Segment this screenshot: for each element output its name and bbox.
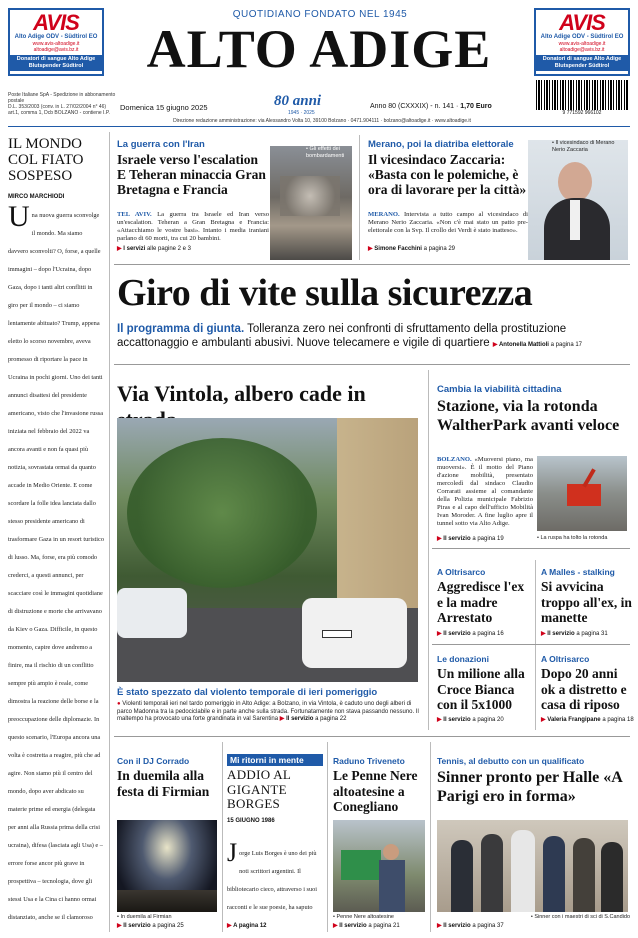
column-divider xyxy=(109,132,110,932)
section-rule xyxy=(114,264,630,265)
avis-line: Alto Adige ODV - Südtirol EO xyxy=(540,34,624,40)
brief-4-ref[interactable]: ▶ Valeria Frangipane a pagina 18 xyxy=(541,717,634,723)
tagline: QUOTIDIANO FONDATO NEL 1945 xyxy=(232,9,408,20)
war-body: La guerra tra Israele ed Iran verso un'escalation. Teheran a Gran Bretagna e Francia: «Attacchiamo le vostre basi». Intanto i media iraniani parlano di 60 morti, tra cui 20 bambini. xyxy=(117,211,270,242)
borges-date: 15 GIUGNO 1986 xyxy=(227,818,275,824)
stazione-ref[interactable]: ▶ Il servizio a pagina 19 xyxy=(437,536,504,542)
brief-ref-page: a pagina 16 xyxy=(472,631,504,637)
brief-ref-label: Valeria Frangipane xyxy=(547,717,601,723)
column-divider xyxy=(428,370,429,730)
avis-ad-left[interactable] xyxy=(8,8,104,76)
sinner-photo[interactable] xyxy=(437,820,628,912)
sinner-ref-label: Il servizio xyxy=(443,923,471,929)
borges-dropcap: J xyxy=(227,842,238,867)
brief-2-headline[interactable]: Si avvicina troppo all'ex, in manette xyxy=(541,579,632,625)
brief-3-section: Le donazioni xyxy=(437,654,489,664)
war-headline[interactable]: Israele verso l'escalation E Teheran minaccia Gran Bretagna e Francia xyxy=(117,152,266,197)
column-divider xyxy=(430,742,431,932)
vintola-photo[interactable] xyxy=(117,418,418,682)
merano-ref[interactable]: ▶ Simone Facchini a pagina 29 xyxy=(368,246,456,252)
war-ref[interactable]: ▶ I servizi alle pagine 2 e 3 xyxy=(117,246,192,252)
lead-ref-label: Antonella Mattioli xyxy=(498,342,549,348)
column-divider xyxy=(327,742,328,932)
firmian-section: Con il DJ Corrado xyxy=(117,756,190,766)
sinner-ref-page: a pagina 37 xyxy=(472,923,504,929)
barcode xyxy=(536,80,628,110)
merano-section: Merano, poi la diatriba elettorale xyxy=(368,139,514,150)
column-divider xyxy=(535,560,536,730)
alpini-photo[interactable] xyxy=(333,820,425,912)
firmian-headline[interactable]: In duemila alla festa di Firmian xyxy=(117,768,210,799)
price: 1,70 Euro xyxy=(460,103,492,110)
avis-site: www.avis-altoadige.it xyxy=(32,41,80,47)
brief-4-headline[interactable]: Dopo 20 anni ok a distretto e casa di riposo xyxy=(541,666,627,712)
avis-ad-right[interactable] xyxy=(534,8,630,76)
vintola-ref-label: Il servizio xyxy=(286,716,314,722)
avis-email: altoadige@avis.bz.it xyxy=(33,47,79,53)
anniversary-logo: 80 anni xyxy=(274,93,322,109)
merano-body: Intervista a tutto campo al vicesindaco di Merano Nerio Zaccaria. «Non c'è mai stato un patto pre-elettorale con la Svp. Il crollo dei Verdi è stato inatteso». xyxy=(368,211,528,234)
section-rule xyxy=(432,548,630,549)
postal-line: Poste Italiane SpA - Spedizione in abbonamento postale xyxy=(8,92,116,104)
editorial-text: na nuova guerra sconvolge il mondo. Ma siamo davvero sconvolti? O, forse, a quelle immagini – dopo l'Ucraina, dopo Gaza, dopo i tanti altri conflitti in giro per il mondo – ci siamo lentamente abituato? Trump, appena eletto lo scorso novembre, aveva promesso di riportare la pace in Ucraina in pochi giorni. Uno dei tanti annunci disattesi del presidente americano, visto che l'invasione russa iniziata nel febbraio del 2022 va ancora avanti e non fa quasi più notizia, sovrastata ormai da quanto accade in Medio Oriente. E come scordare la folle idea lanciata dallo stesso presidente americano di trasformare Gaza in un resort turistico di lusso. Ma, forse, era più comodo crederci, a questi annunci, per scacciare così le immagini quotidiane di distruzione e morte che arrivavano da Kiev o Gaza. Difficile, in questo momento, capire dove andremo a finire, ma il rischio di un conflitto sempre più ampio è reale, come dimostra la reazione delle borse e la preoccupazione delle diplomazie. In questo scenario, l'Europa ancora una volta è costretta a reagire, più che ad agire. Non siamo più il centro del mondo, dopo aver abdicato su materie prime ed energia (delegata per anni alla Russia prima della crisi ucraina), difesa (lasciata agli Usa) e – errore forse ancor più grave in prospettiva – tecnologia, dove gli stessi Usa e la Cina ci hanno ormai distanziato, anche se il clamoroso xyxy=(8,212,104,921)
vintola-body: Violenti temporali ieri nel tardo pomeriggio in Alto Adige: a Bolzano, in via Vintola, è caduto uno degli alberi di parco Madonna tra la pedociclabile e in parte anche sulla strada. Fortunatamente non stava passando nessuno. Il maltempo ha provocato una forte grandinata in val Sarentina xyxy=(117,701,419,722)
firmian-ref-page: a pagina 25 xyxy=(152,923,184,929)
stazione-body: «Muoversi piano, ma muoversi». È il motto del Piano d'azione mobilità, presentato mercoledì dal sindaco Claudio Corrarati assieme al comandante della Polizia municipale Fabrizio Piras e al capo dell'ufficio Mobilità Ivan Moroder. A fine luglio apre il tunnel sotto via Alto Adige. xyxy=(437,456,533,527)
anniversary-years: 1945 · 2025 xyxy=(288,110,315,116)
editorial-title[interactable]: IL MONDO COL FIATO SOSPESO xyxy=(8,136,84,184)
merano-dateline: MERANO. xyxy=(368,211,400,218)
sinner-caption: • Sinner con i maestri di sci di S.Candido xyxy=(530,914,630,920)
section-rule xyxy=(114,364,630,365)
brief-1-headline[interactable]: Aggredisce l'ex e la madre Arrestato xyxy=(437,579,525,625)
avis-band2: Blutspender Südtirol xyxy=(554,63,610,69)
vintola-ref[interactable]: ▶ Il servizio a pagina 22 xyxy=(279,716,347,722)
stazione-photo[interactable] xyxy=(537,456,627,531)
avis-email: altoadige@avis.bz.it xyxy=(559,47,605,53)
editorial-dropcap: U xyxy=(8,204,30,233)
brief-1-section: A Oltrisarco xyxy=(437,567,486,577)
brief-ref-label: Il servizio xyxy=(547,631,575,637)
alpini-ref-label: Il servizio xyxy=(339,923,367,929)
postal-info xyxy=(8,92,118,116)
header-rule xyxy=(8,126,630,127)
avis-site: www.avis-altoadige.it xyxy=(558,41,606,47)
postal-line: art.1, comma 1, Dcb BOLZANO - contiene I.P. xyxy=(8,110,110,116)
borges-text: orge Luis Borges è uno dei più noti scrittori argentini. Il bibliotecario cieco, attraverso i suoi racconti e le sue poesie, ha saputo xyxy=(227,850,318,911)
stazione-dateline: BOLZANO. xyxy=(437,456,472,463)
sinner-ref[interactable]: ▶ Il servizio a pagina 37 xyxy=(437,923,504,929)
address-line: Direzione redazione amministrazione: via Alessandro Volta 10, 39100 Bolzano · 0471.904111 · bolzano@altoadige.it · www.altoadige.it xyxy=(173,118,471,124)
sinner-section: Tennis, al debutto con un qualificato xyxy=(437,756,585,766)
borges-section: Mi ritorni in mente xyxy=(227,754,323,766)
merano-photo[interactable] xyxy=(528,140,628,260)
alpini-ref-page: a pagina 21 xyxy=(368,923,400,929)
brief-ref-label: Il servizio xyxy=(443,717,471,723)
merano-photo-caption: • Il vicesindaco di Merano Nerio Zaccaria xyxy=(552,140,615,153)
brief-ref-page: a pagina 20 xyxy=(472,717,504,723)
stazione-text xyxy=(437,456,533,528)
lead-kicker: Il programma di giunta. xyxy=(117,323,245,335)
sinner-headline[interactable]: Sinner pronto per Halle «A Parigi ero in forma» xyxy=(437,769,622,805)
war-ref-label: I servizi xyxy=(123,246,146,252)
lead-headline[interactable]: Giro di vite sulla sicurezza xyxy=(117,272,533,314)
alpini-headline[interactable]: Le Penne Nere altoatesine a Conegliano xyxy=(333,768,418,814)
avis-band2: Blutspender Südtirol xyxy=(28,63,84,69)
avis-line: Alto Adige ODV - Südtirol EO xyxy=(14,34,98,40)
vintola-ref-page: a pagina 22 xyxy=(315,716,347,722)
borges-ref[interactable]: ▶ A pagina 12 xyxy=(227,923,267,929)
borges-body xyxy=(227,842,323,920)
stazione-ref-page: a pagina 19 xyxy=(472,536,504,542)
stazione-headline[interactable]: Stazione, via la rotonda WaltherPark avanti veloce xyxy=(437,398,620,434)
lead-text xyxy=(117,322,627,352)
newspaper-title: ALTO ADIGE xyxy=(146,19,492,79)
lead-body: Tolleranza zero nei confronti di sfruttamento della prostituzione accattonaggio e ambulanti abusivi. Nuove telecamere e vigile di quartiere xyxy=(117,323,567,349)
editorial-author: MIRCO MARCHIODI xyxy=(8,194,65,200)
avis-band1: Donatori di sangue Alto Adige xyxy=(542,56,622,62)
section-rule xyxy=(114,736,630,737)
avis-logo: AVIS xyxy=(33,10,79,35)
vintola-text: ● Violenti temporali ieri nel tardo pomeriggio in Alto Adige: a Bolzano, in via Vintola, è caduto uno degli alberi di parco Madonna tra la pedociclabile e in parte anche sulla strada. Fortunatamente non stava passando nessuno. Il maltempo ha provocato una forte grandinata in val Sarentina ▶ Il servizio a pagina 22 xyxy=(117,701,419,722)
merano-ref-page: a pagina 29 xyxy=(423,246,456,252)
firmian-ref[interactable]: ▶ Il servizio a pagina 25 xyxy=(117,923,184,929)
brief-1-ref[interactable]: ▶ Il servizio a pagina 16 xyxy=(437,631,504,637)
war-dateline: TEL AVIV. xyxy=(117,211,152,218)
war-text xyxy=(117,211,269,243)
brief-ref-label: Il servizio xyxy=(443,631,471,637)
section-rule xyxy=(432,644,630,645)
war-photo[interactable] xyxy=(270,146,352,260)
column-divider xyxy=(359,135,360,260)
merano-ref-label: Simone Facchini xyxy=(374,246,422,252)
brief-2-section: A Malles - stalking xyxy=(541,567,615,577)
avis-logo: AVIS xyxy=(559,10,605,35)
vintola-subhead: È stato spezzato dal violento temporale di ieri pomeriggio xyxy=(117,687,378,698)
borges-ref-label: A pagina 12 xyxy=(233,923,267,929)
stazione-section: Cambia la viabilità cittadina xyxy=(437,384,562,395)
stazione-ref-label: Il servizio xyxy=(443,536,471,542)
column-divider xyxy=(222,742,223,932)
firmian-caption: • In duemila al Firmian xyxy=(117,914,172,920)
alpini-caption: • Penne Nere altoatesine xyxy=(333,914,394,920)
editorial-body xyxy=(8,204,104,926)
war-section: La guerra con l'Iran xyxy=(117,139,205,150)
brief-2-ref[interactable]: ▶ Il servizio a pagina 31 xyxy=(541,631,608,637)
merano-headline[interactable]: Il vicesindaco Zaccaria: «Basta con le polemiche, è ora di lavorare per la città» xyxy=(368,152,527,197)
stazione-photo-caption: • La ruspa ha tolto la rotonda xyxy=(537,535,608,541)
merano-text xyxy=(368,211,528,235)
avis-band1: Donatori di sangue Alto Adige xyxy=(16,56,96,62)
firmian-photo[interactable] xyxy=(117,820,217,912)
barcode-number: 9 771592 966102 xyxy=(562,110,602,116)
issue-number xyxy=(370,103,492,110)
war-ref-page: alle pagine 2 e 3 xyxy=(146,246,192,252)
firmian-ref-label: Il servizio xyxy=(123,923,151,929)
lead-ref-page: a pagina 17 xyxy=(550,342,583,348)
vintola-headline[interactable]: Via Vintola, albero cade in xyxy=(117,381,366,406)
brief-ref-page: a pagina 31 xyxy=(576,631,608,637)
postal-line: D.L. 353/2003 (conv. in L. 27/02/2004 n° 46) xyxy=(8,104,107,110)
war-photo-caption: • Gli effetti dei bombardamenti xyxy=(306,146,345,159)
brief-ref-page: a pagina 18 xyxy=(602,717,634,723)
brief-3-headline[interactable]: Un milione alla Croce Bianca con il 5x1000 xyxy=(437,666,525,712)
issue-date: Domenica 15 giugno 2025 xyxy=(120,103,208,112)
alpini-section: Raduno Triveneto xyxy=(333,756,405,766)
brief-3-ref[interactable]: ▶ Il servizio a pagina 20 xyxy=(437,717,504,723)
lead-ref[interactable]: ▶ Antonella Mattioli a pagina 17 xyxy=(492,342,583,348)
alpini-ref[interactable]: ▶ Il servizio a pagina 21 xyxy=(333,923,400,929)
borges-headline[interactable]: ADDIO AL GIGANTE BORGES xyxy=(227,767,291,811)
issue-label: Anno 80 (CXXXIX) - n. 141 · xyxy=(370,103,461,110)
brief-4-section: A Oltrisarco xyxy=(541,654,590,664)
